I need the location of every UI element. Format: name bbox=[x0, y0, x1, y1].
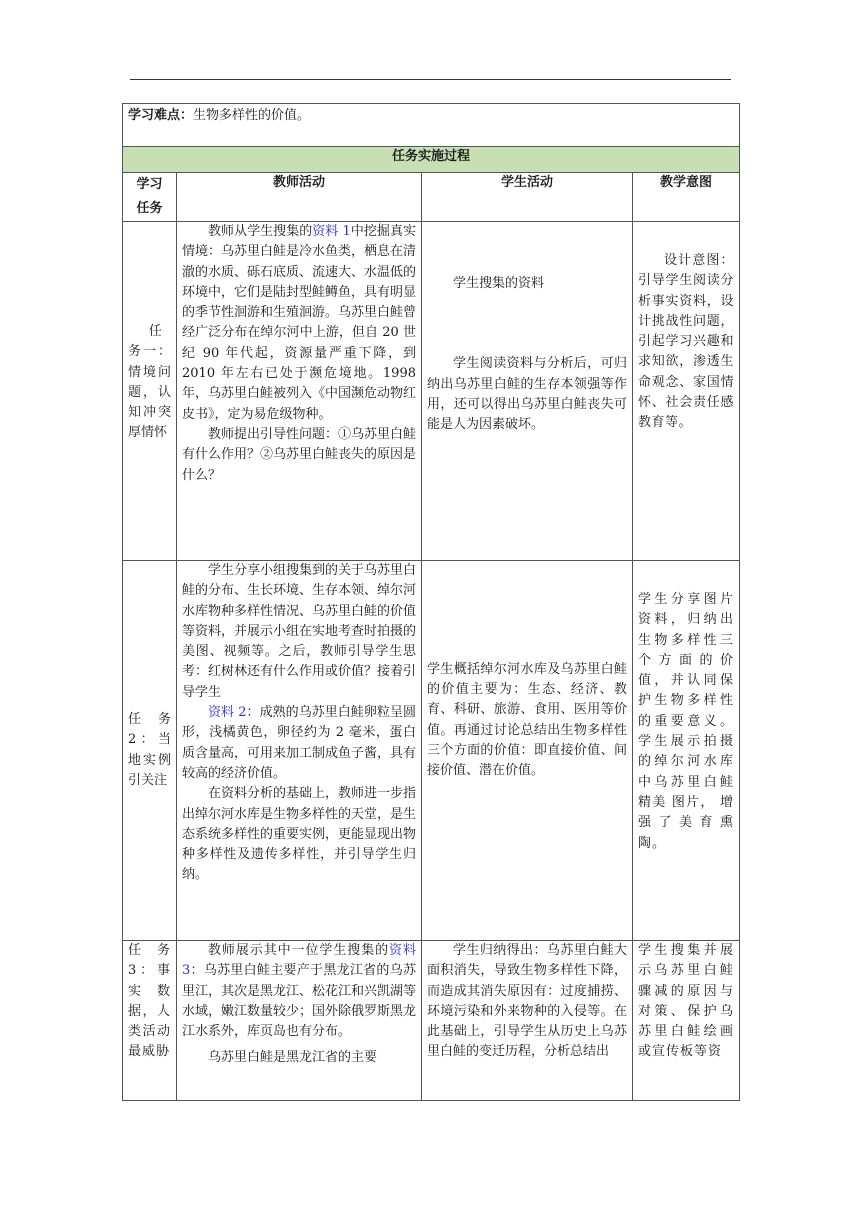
material-link[interactable]: 资料 1 bbox=[312, 224, 351, 239]
student-activity-cell bbox=[422, 941, 633, 1101]
student-paragraph: 学生阅读资料与分析后，可归纳出乌苏里白鲑的生存本领强等作用，还可以得出乌苏里白鲑丧失可能是人为因素破坏。 bbox=[427, 356, 627, 433]
teacher-paragraph bbox=[182, 222, 416, 425]
teacher-paragraph bbox=[182, 784, 416, 885]
col-head-task-line2: 任务 bbox=[136, 201, 163, 216]
task-text: 任务 3：事实数据，人类活动最威胁 bbox=[128, 943, 171, 1060]
task-cell bbox=[123, 941, 177, 1101]
intent-text: 设计意图：引导学生阅读分析事实资料，设计挑战性问题，引起学习兴趣和求知欲，渗透生命观念、家国情怀、社会责任感教育等。 bbox=[638, 253, 735, 431]
teacher-text: 中挖掘真实情境：乌苏里白鲑是冷水鱼类，栖息在清澈的水质、砾石底质、流速大、水温低的环境中，它们是陆封型鲑鳟鱼，具有明显的季节性洄游和生殖洄游。乌苏里白鲑曾经广泛分布在绰尔河中上游，但自 20 世纪 90 年代起，资源量严重下降，到 2010 年左右已处于濒危境地。1998 年，乌苏里白鲑被列入《中国濒危动物红皮书》，定为易危级物种。 bbox=[182, 224, 417, 422]
teacher-paragraph bbox=[182, 703, 416, 784]
intent-text: 学生分享图片资料，归纳出生物多样性三个方面的价值，并认同保护生物多样性的重要意义。学生展示拍摄的绰尔河水库中乌苏里白鲑精美 图片， 增强了美育熏陶。 bbox=[638, 592, 735, 851]
intent-cell bbox=[633, 561, 740, 941]
header-rule bbox=[130, 79, 731, 80]
teacher-paragraph bbox=[182, 425, 416, 486]
section-title: 任务实施过程 bbox=[123, 147, 740, 173]
teacher-text: ：成熟的乌苏里白鲑卵粒呈圆形，浅橘黄色，卵径约为 2 毫米，蛋白质含量高，可用来加工制成鱼子酱，具有较高的经济价值。 bbox=[182, 705, 417, 781]
student-paragraph: 学生概括绰尔河水库及乌苏里白鲑的价值主要为：生态、经济、教育、科研、旅游、食用、医用等价值。再通过讨论总结出生物多样性三个方面的价值：即直接价值、间接价值、潜在价值。 bbox=[427, 661, 627, 779]
col-head-task-line1: 学习 bbox=[136, 177, 163, 192]
difficulty-text: 生物多样性的价值。 bbox=[193, 108, 311, 123]
teacher-activity-cell bbox=[177, 561, 422, 941]
teacher-text: 学生分享小组搜集到的关于乌苏里白鲑的分布、生长环境、生存本领、绰尔河水库物种多样性情况、乌苏里白鲑的价值等资料，并展示小组在实地考查时拍摄的美图、视频等。之后，教师引导学生思考：红树林还有什么作用或价值？接着引导学生 bbox=[182, 563, 417, 700]
teacher-text: ：乌苏里白鲑主要产于黑龙江省的乌苏里江，其次是黑龙江、松花江和兴凯湖等水域，嫩江数量较少；国外除俄罗斯黑龙江水系外，库页岛也有分布。 bbox=[182, 963, 417, 1040]
col-head-teacher: 教师活动 bbox=[177, 173, 422, 222]
teacher-text: 乌苏里白鲑是黑龙江省的主要 bbox=[208, 1050, 378, 1066]
lesson-plan-table bbox=[122, 103, 740, 1101]
intent-cell bbox=[633, 222, 740, 561]
task-cell bbox=[123, 561, 177, 941]
col-head-task bbox=[123, 173, 177, 222]
section-title-row bbox=[123, 147, 740, 173]
difficulty-row bbox=[123, 104, 740, 147]
teacher-activity-cell bbox=[177, 941, 422, 1101]
task-cell bbox=[123, 222, 177, 561]
teacher-paragraph bbox=[182, 561, 416, 703]
task-text: 任务 2：当地实例引关注 bbox=[128, 711, 171, 788]
teacher-text: 在资料分析的基础上，教师进一步指出绰尔河水库是生物多样性的天堂，是生态系统多样性的重要实例，更能显现出物种多样性及遗传多样性，并引导学生归纳。 bbox=[182, 786, 417, 883]
student-paragraph: 学生归纳得出：乌苏里白鲑大面积消失，导致生物多样性下降，而造成其消失原因有：过度捕捞、环境污染和外来物种的入侵等。在此基础上，引导学生从历史上乌苏里白鲑的变迁历程，分析总结出 bbox=[427, 943, 627, 1060]
teacher-paragraph bbox=[182, 941, 416, 1042]
material-link[interactable]: 资料 3 bbox=[182, 943, 416, 979]
teacher-text: 教师提出引导性问题：①乌苏里白鲑有什么作用？②乌苏里白鲑丧失的原因是什么？ bbox=[182, 426, 417, 483]
material-link[interactable]: 资料 2 bbox=[208, 705, 247, 721]
student-paragraph: 学生搜集的资料 bbox=[453, 276, 545, 291]
table-row bbox=[123, 941, 740, 1101]
col-head-intent: 教学意图 bbox=[633, 173, 740, 222]
student-activity-cell bbox=[422, 561, 633, 941]
difficulty-label: 学习难点： bbox=[128, 108, 194, 123]
intent-cell bbox=[633, 941, 740, 1101]
teacher-text: 教师从学生搜集的 bbox=[208, 224, 313, 239]
table-row bbox=[123, 561, 740, 941]
col-head-student: 学生活动 bbox=[422, 173, 633, 222]
teacher-text: 教师展示其中一位学生搜集的 bbox=[208, 943, 390, 958]
table-row bbox=[123, 222, 740, 561]
task-text: 任务一：情境问题，认知冲突厚情怀 bbox=[128, 324, 171, 441]
teacher-activity-cell bbox=[177, 222, 422, 561]
teacher-paragraph bbox=[182, 1048, 416, 1068]
intent-text: 学生搜集并展示乌苏里白鲑骤减的原因与对策、保护乌苏里白鲑绘画或宣传板等资 bbox=[638, 943, 735, 1060]
column-header-row bbox=[123, 173, 740, 222]
student-activity-cell bbox=[422, 222, 633, 561]
difficulty-cell bbox=[123, 104, 740, 147]
